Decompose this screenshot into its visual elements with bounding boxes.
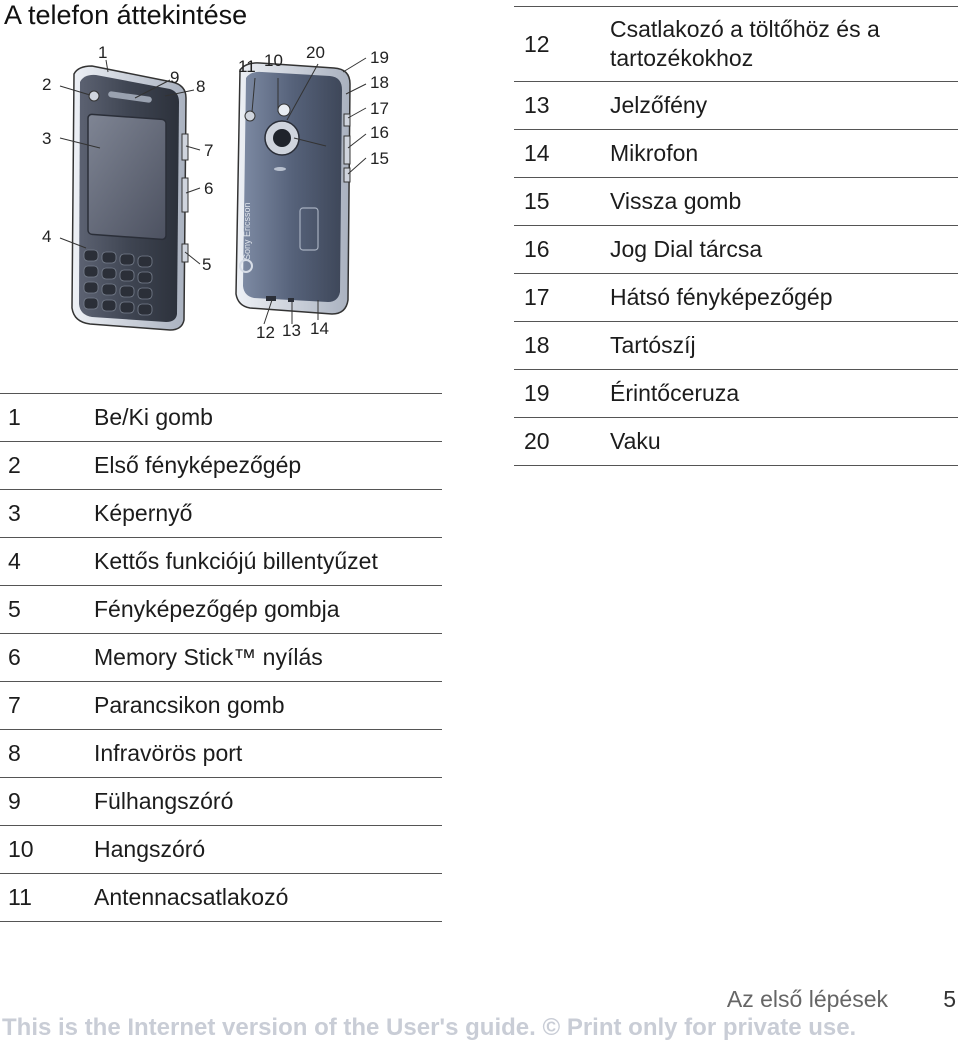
- part-label: Hangszóró: [94, 826, 442, 874]
- table-row: [0, 730, 442, 778]
- part-number: 6: [0, 634, 94, 682]
- table-row: [514, 322, 958, 370]
- part-label: Csatlakozó a töltőhöz és a tartozékokhoz: [610, 7, 958, 82]
- part-number: 15: [514, 178, 610, 226]
- table-row: [514, 370, 958, 418]
- callout-6: 6: [204, 179, 214, 198]
- part-label: Be/Ki gomb: [94, 394, 442, 442]
- page-number: 5: [943, 986, 956, 1012]
- part-label: Fényképezőgép gombja: [94, 586, 442, 634]
- part-number: 16: [514, 226, 610, 274]
- callout-8: 8: [196, 77, 206, 96]
- callout-15: 15: [370, 149, 389, 168]
- table-row: [0, 538, 442, 586]
- table-row: [0, 586, 442, 634]
- parts-table-right: [514, 6, 958, 466]
- footer-disclaimer: This is the Internet version of the User's guide. © Print only for private use.: [2, 1014, 857, 1041]
- part-label: Képernyő: [94, 490, 442, 538]
- part-number: 11: [0, 874, 94, 922]
- part-number: 8: [0, 730, 94, 778]
- callout-1: 1: [98, 43, 108, 62]
- part-label: Fülhangszóró: [94, 778, 442, 826]
- part-number: 18: [514, 322, 610, 370]
- table-row: [0, 490, 442, 538]
- part-label: Hátsó fényképezőgép: [610, 274, 958, 322]
- table-row: [0, 778, 442, 826]
- callout-7: 7: [204, 141, 214, 160]
- table-row: [514, 274, 958, 322]
- callout-3: 3: [42, 129, 52, 148]
- part-number: 13: [514, 82, 610, 130]
- table-row: [514, 82, 958, 130]
- part-number: 19: [514, 370, 610, 418]
- page-title: A telefon áttekintése: [4, 0, 248, 30]
- part-label: Jog Dial tárcsa: [610, 226, 958, 274]
- callout-9: 9: [170, 68, 180, 87]
- table-row: [0, 682, 442, 730]
- table-row: [0, 394, 442, 442]
- part-number: 1: [0, 394, 94, 442]
- table-row: [0, 826, 442, 874]
- part-number: 5: [0, 586, 94, 634]
- callout-12: 12: [256, 323, 275, 342]
- callout-10: 10: [264, 51, 283, 70]
- table-row: [514, 418, 958, 466]
- part-label: Jelzőfény: [610, 82, 958, 130]
- part-label: Vissza gomb: [610, 178, 958, 226]
- part-number: 17: [514, 274, 610, 322]
- callout-11: 11: [238, 57, 256, 76]
- part-number: 14: [514, 130, 610, 178]
- callout-19: 19: [370, 48, 389, 67]
- phone-illustration: [0, 38, 410, 358]
- part-number: 10: [0, 826, 94, 874]
- footer-section-title: Az első lépések: [726, 986, 888, 1012]
- table-row: [514, 178, 958, 226]
- part-label: Vaku: [610, 418, 958, 466]
- part-number: 3: [0, 490, 94, 538]
- part-number: 20: [514, 418, 610, 466]
- table-row: [0, 442, 442, 490]
- table-row: [0, 874, 442, 922]
- part-label: Mikrofon: [610, 130, 958, 178]
- callout-17: 17: [370, 99, 389, 118]
- table-row: [514, 130, 958, 178]
- table-row: [0, 634, 442, 682]
- part-number: 7: [0, 682, 94, 730]
- part-label: Tartószíj: [610, 322, 958, 370]
- part-label: Parancsikon gomb: [94, 682, 442, 730]
- callout-16: 16: [370, 123, 389, 142]
- part-label: Kettős funkciójú billentyűzet: [94, 538, 442, 586]
- callout-18: 18: [370, 73, 389, 92]
- callout-5: 5: [202, 255, 212, 274]
- part-label: Infravörös port: [94, 730, 442, 778]
- part-label: Első fényképezőgép: [94, 442, 442, 490]
- part-label: Érintőceruza: [610, 370, 958, 418]
- phone-diagram: [0, 38, 410, 358]
- part-number: 12: [514, 7, 610, 82]
- callout-13: 13: [282, 321, 301, 340]
- part-label: Antennacsatlakozó: [94, 874, 442, 922]
- callout-4: 4: [42, 227, 52, 246]
- part-number: 2: [0, 442, 94, 490]
- table-row: [514, 226, 958, 274]
- brand-text: Sony Ericsson: [242, 202, 252, 260]
- part-number: 9: [0, 778, 94, 826]
- callout-2: 2: [42, 75, 52, 94]
- callout-20: 20: [306, 43, 325, 62]
- table-row: [514, 7, 958, 82]
- callout-14: 14: [310, 319, 329, 338]
- part-label: Memory Stick™ nyílás: [94, 634, 442, 682]
- parts-table-left: [0, 393, 442, 922]
- part-number: 4: [0, 538, 94, 586]
- phone-front: [72, 66, 188, 330]
